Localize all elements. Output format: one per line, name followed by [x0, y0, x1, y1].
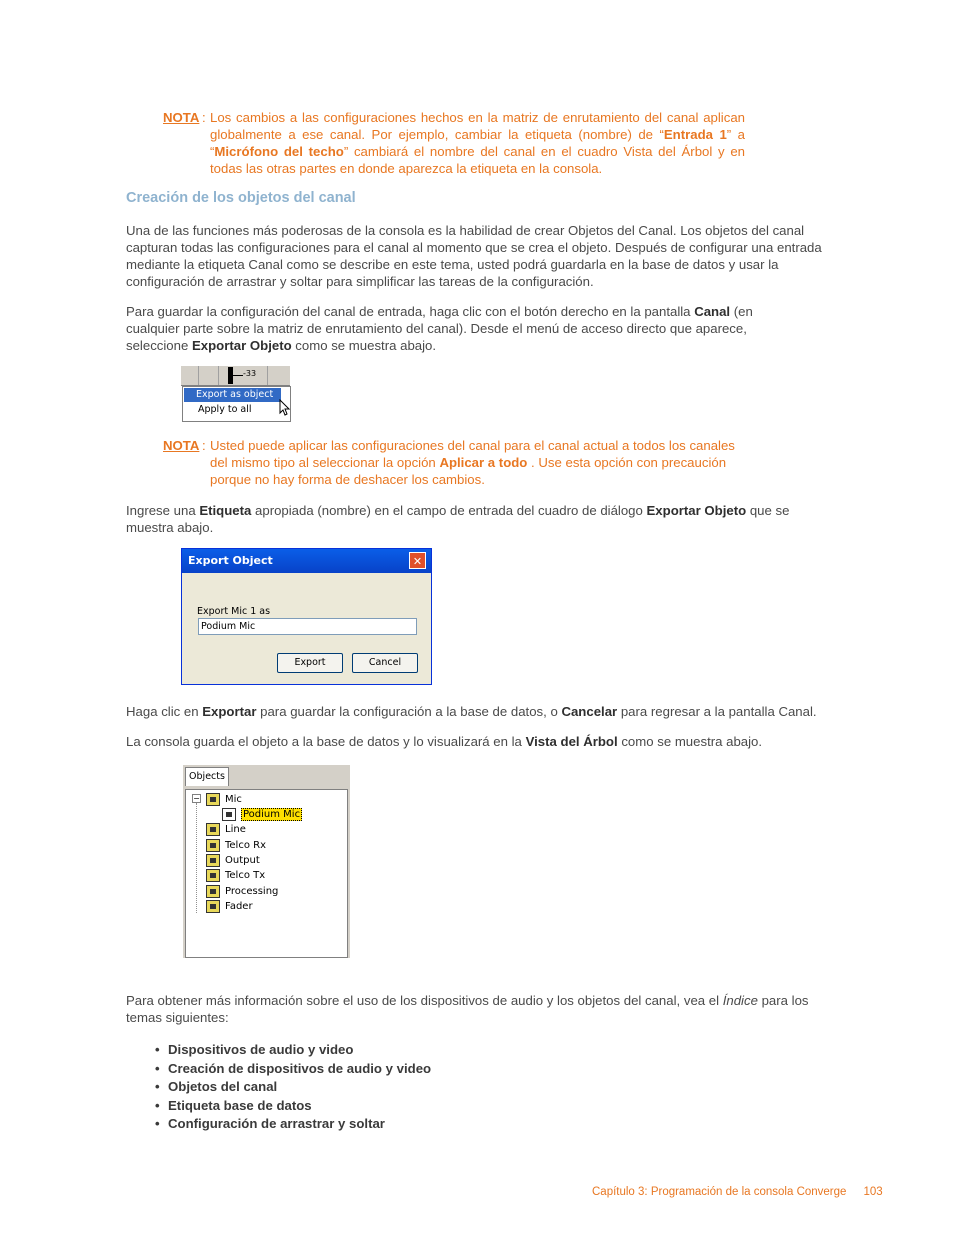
export-object-dialog — [181, 548, 432, 685]
note-colon: : — [202, 110, 206, 125]
tree-item-processing[interactable]: Processing — [206, 884, 278, 899]
note-label: NOTA — [163, 438, 200, 453]
tree-view — [185, 789, 348, 958]
related-topics-list — [155, 1041, 431, 1134]
close-icon[interactable]: ✕ — [409, 552, 426, 569]
fader-strip — [181, 366, 290, 386]
note-1 — [163, 109, 763, 179]
note-text: Usted puede aplicar las configuraciones del canal para el canal actual a todos los canales del mismo tipo al seleccionar la opción Aplicar a todo . Use esta opción con precaución porque no hay forma de deshacer los cambios. — [210, 438, 735, 487]
context-menu-screenshot — [181, 366, 291, 422]
mic-folder-icon — [206, 793, 220, 806]
output-folder-icon — [206, 854, 220, 867]
tree-item-podium-mic[interactable]: Podium Mic — [222, 807, 302, 822]
tree-item-line[interactable]: Line — [206, 822, 246, 837]
paragraph-save-instructions: Para guardar la configuración del canal de entrada, haga clic con el botón derecho en la pantalla Canal (en cualquier parte sobre la matriz de enrutamiento del canal). Desde el menú de acceso directo que aparece, seleccione Exportar Objeto como se muestra abajo. — [126, 304, 753, 353]
telco-rx-folder-icon — [206, 839, 220, 852]
tree-item-telco-tx[interactable]: Telco Tx — [206, 868, 265, 883]
dialog-titlebar[interactable] — [182, 549, 431, 573]
list-item: • Objetos del canal — [155, 1079, 278, 1095]
dialog-title: Export Object — [188, 554, 273, 567]
footer-chapter: Capítulo 3: Programación de la consola Converge — [592, 1186, 847, 1198]
paragraph-export-cancel: Haga clic en Exportar para guardar la configuración a la base de datos, o Cancelar para regresar a la pantalla Canal. — [126, 704, 817, 719]
list-item: • Creación de dispositivos de audio y video — [155, 1060, 432, 1076]
objects-tree-panel — [183, 765, 350, 958]
list-item: • Dispositivos de audio y video — [155, 1042, 354, 1057]
export-button[interactable]: Export — [277, 653, 343, 673]
menu-item-apply-to-all[interactable]: Apply to all — [198, 404, 252, 415]
page-number: 103 — [863, 1186, 883, 1198]
note-2 — [163, 437, 763, 489]
processing-folder-icon — [206, 885, 220, 898]
menu-item-export-as-object[interactable]: Export as object — [184, 388, 281, 402]
tree-expander[interactable]: − — [193, 794, 200, 803]
list-item: • Etiqueta base de datos — [155, 1097, 312, 1113]
section-heading: Creación de los objetos del canal — [126, 190, 356, 206]
object-name-input[interactable]: Podium Mic — [198, 618, 417, 635]
telco-tx-folder-icon — [206, 869, 220, 882]
paragraph-label-entry: Ingrese una Etiqueta apropiada (nombre) en el campo de entrada del cuadro de diálogo Exportar Objeto que se muestra abajo. — [126, 503, 790, 535]
tree-item-output[interactable]: Output — [206, 853, 260, 868]
footer — [592, 1186, 883, 1198]
list-item: • Configuración de arrastrar y soltar — [155, 1116, 385, 1132]
tree-item-fader[interactable]: Fader — [206, 899, 253, 914]
line-folder-icon — [206, 823, 220, 836]
cancel-button[interactable]: Cancel — [352, 653, 418, 673]
tree-item-telco-rx[interactable]: Telco Rx — [206, 838, 266, 853]
note-text: Los cambios a las configuraciones hechos en la matriz de enrutamiento del canal aplican globalmente a ese canal. Por ejemplo, cambiar la etiqueta (nombre) de “Entrada 1” a “Micrófono del techo” cambiará el nombre del canal en el cuadro Vista del Árbol y en todas las otras partes en donde aparezca la etiqueta en la consola. — [210, 110, 746, 176]
paragraph-more-info: Para obtener más información sobre el uso de los dispositivos de audio y los objetos del canal, vea el Índice para los temas siguientes: — [126, 993, 809, 1025]
note-label: NOTA — [163, 110, 200, 125]
note-colon: : — [202, 438, 206, 453]
field-label: Export Mic 1 as — [197, 606, 271, 617]
tab-objects[interactable]: Objects — [185, 767, 229, 786]
paragraph-tree-view: La consola guarda el objeto a la base de datos y lo visualizará en la Vista del Árbol como se muestra abajo. — [126, 734, 763, 749]
mouse-cursor-icon — [279, 399, 291, 417]
microphone-icon — [222, 808, 236, 821]
fader-value: -33 — [243, 369, 257, 378]
fader-folder-icon — [206, 900, 220, 913]
context-menu — [182, 386, 291, 422]
tree-item-mic[interactable]: Mic — [206, 792, 242, 807]
paragraph-intro: Una de las funciones más poderosas de la consola es la habilidad de crear Objetos del Canal. Los objetos del canal capturan todas las configuraciones para el canal al momento que se crea el objeto. Después de configurar una entrada mediante la etiqueta Canal como se describe en este tema, usted podrá guardarla en la base de datos y usar la configuración de arrastrar y soltar para simplificar las tareas de la configuración. — [126, 223, 822, 289]
